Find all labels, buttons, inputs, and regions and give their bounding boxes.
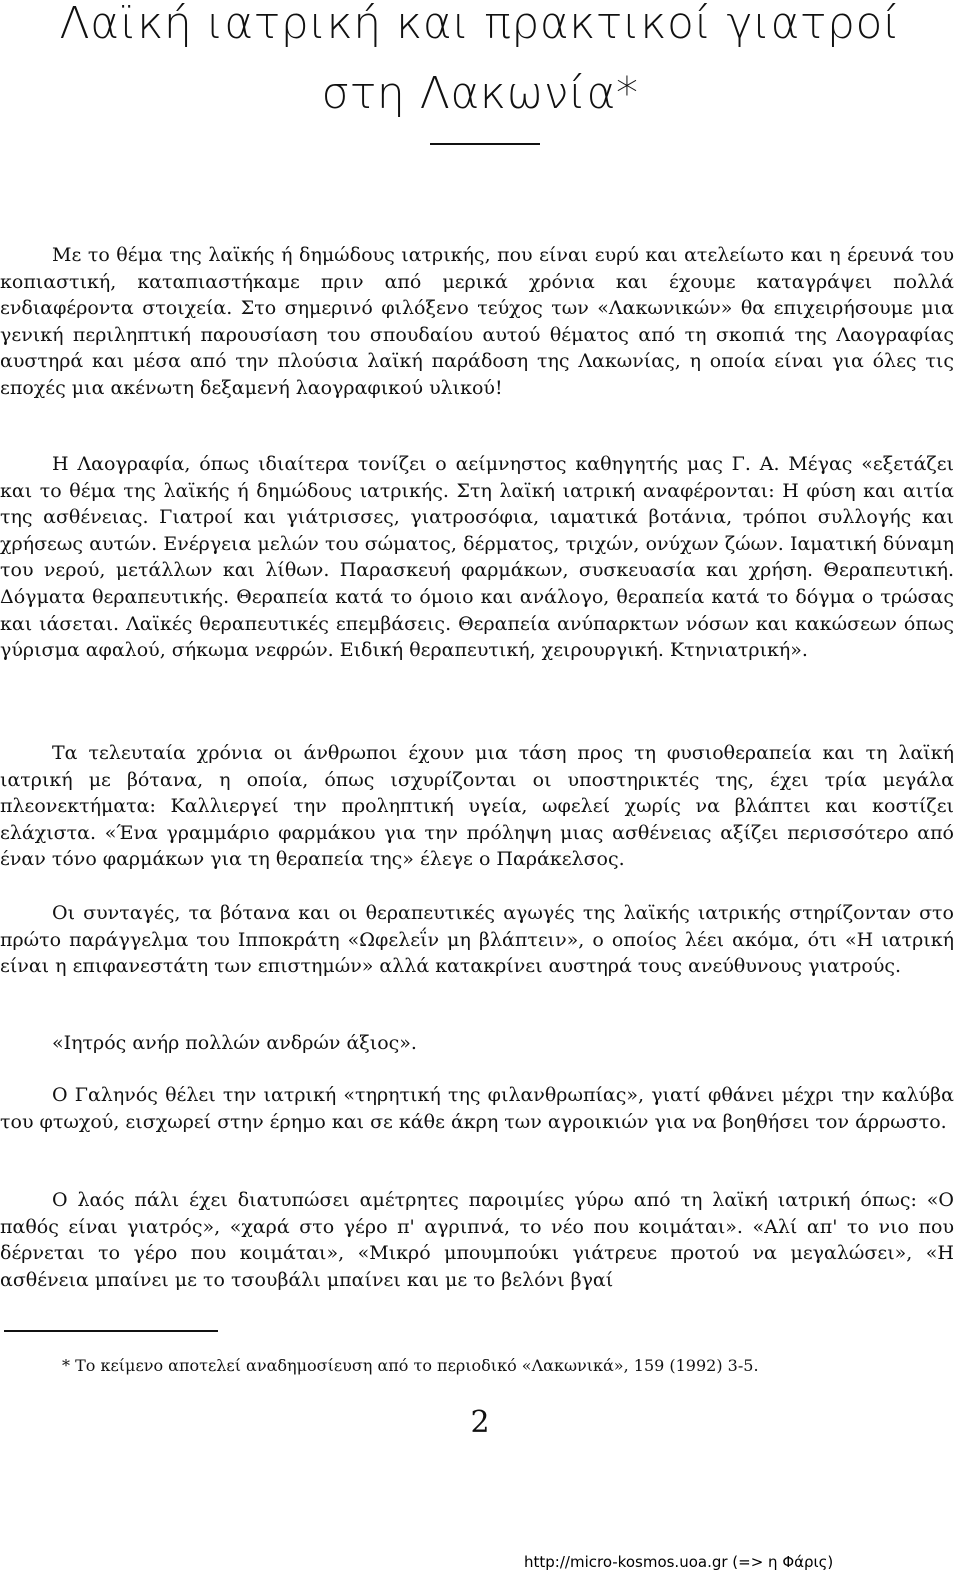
footnote: * Το κείμενο αποτελεί αναδημοσίευση από το περιοδικό «Λακωνικά», 159 (1992) 3-5.	[62, 1356, 759, 1375]
article-title-line-2: στη Λακωνία*	[321, 68, 639, 119]
source-url-link[interactable]: http://micro-kosmos.uoa.gr (=> η Φάρις)	[524, 1553, 834, 1571]
body-paragraph-6: Ο Γαληνός θέλει την ιατρική «τηρητική της φιλανθρωπίας», γιατί φθάνει μέχρι την καλύβα του φτωχού, εισχωρεί στην έρημο και σε κάθε άκρη των αγροικιών για να βοηθήσει τον άρρωστο.	[0, 1084, 954, 1133]
title-divider	[430, 143, 540, 145]
body-paragraph-1: Με το θέμα της λαϊκής ή δημώδους ιατρικής, που είναι ευρύ και ατελείωτο και η έρευνά του κοπιαστική, καταπιαστήκαμε πριν από μερικά χρόνια και έχουμε καταγράψει πολλά ενδιαφέροντα στοιχεία. Στο σημερινό φιλόξενο τεύχος των «Λακωνικών» θα επιχειρήσουμε μια γενική περιληπτική παρουσίαση του σπουδαίου αυτού θέματος από τη σκοπιά της Λαογραφίας αυστηρά και μέσα από την πλούσια λαϊκή παράδοση της Λακωνίας, η οποία είναι για όλες τις εποχές μια ακένωτη δεξαμενή λαογραφικού υλικού!	[0, 244, 954, 399]
body-paragraph-4: Οι συνταγές, τα βότανα και οι θεραπευτικές αγωγές της λαϊκής ιατρικής στηρίζονταν στο πρώτο παράγγελμα του Ιπποκράτη «Ωφελεΐν μη βλάπτειν», ο οποίος λέει ακόμα, ότι «Η ιατρική είναι η επιφανεστάτη των επιστημών» αλλά κατακρίνει αυστηρά τους ανεύθυνους γιατρούς.	[0, 902, 954, 978]
body-paragraph-3: Τα τελευταία χρόνια οι άνθρωποι έχουν μια τάση προς τη φυσιοθεραπεία και τη λαϊκή ιατρική με βότανα, η οποία, όπως ισχυρίζονται οι υποστηρικτές της, έχει τρία μεγάλα πλεονεκτήματα: Καλλιεργεί την προληπτική υγεία, ωφελεί χωρίς να βλάπτει και κοστίζει ελάχιστα. «Ένα γραμμάριο φαρμάκου για την πρόληψη μιας ασθένειας αξίζει περισσότερο από έναν τόνο φαρμάκων για τη θεραπεία της» έλεγε ο Παράκελσος.	[0, 742, 954, 871]
footnote-divider	[4, 1330, 218, 1332]
page-number: 2	[470, 1405, 490, 1440]
body-paragraph-quote: «Ιητρός ανήρ πολλών ανδρών άξιος».	[52, 1032, 417, 1054]
article-title-line-1: Λαϊκή ιατρική και πρακτικοί γιατροί	[59, 0, 901, 49]
body-paragraph-7: Ο λαός πάλι έχει διατυπώσει αμέτρητες παροιμίες γύρω από τη λαϊκή ιατρική όπως: «Ο παθός είναι γιατρός», «χαρά στο γέρο π' αγριπνά, το νέο που κοιμάται». «Αλί απ' το νιο που δέρνεται το γέρο που κοιμάται», «Μικρό μπουμπούκι γιάτρευε προτού να μεγαλώσει», «Η ασθένεια μπαίνει με το τσουβάλι μπαίνει και με το βελόνι βγαί	[0, 1189, 954, 1291]
body-paragraph-2: Η Λαογραφία, όπως ιδιαίτερα τονίζει ο αείμνηστος καθηγητής μας Γ. Α. Μέγας «εξετάζει και το θέμα της λαϊκής ή δημώδους ιατρικής. Στη λαϊκή ιατρική αναφέρονται: Η φύση και αιτία της ασθένειας. Γιατροί και γιάτρισσες, γιατροσόφια, ιαματικά βοτάνια, τρόποι συλλογής και χρήσεως αυτών. Ενέργεια μελών του σώματος, δέρματος, τριχών, ονύχων ζώων. Ιαματική δύναμη του νερού, μετάλλων και λίθων. Παρασκευή φαρμάκων, συσκευασία και χρήση. Θεραπευτική. Δόγματα θεραπευτικής. Θεραπεία κατά το όμοιο και ανάλογο, θεραπεία κατά το δόγμα ο τρώσας και ιάσεται. Λαϊκές θεραπευτικές επεμβάσεις. Θεραπεία ανύπαρκτων νόσων και κακώσεων όπως γύρισμα αφαλού, σήκωμα νεφρών. Ειδική θεραπευτική, χειρουργική. Κτηνιατρική».	[0, 453, 954, 662]
